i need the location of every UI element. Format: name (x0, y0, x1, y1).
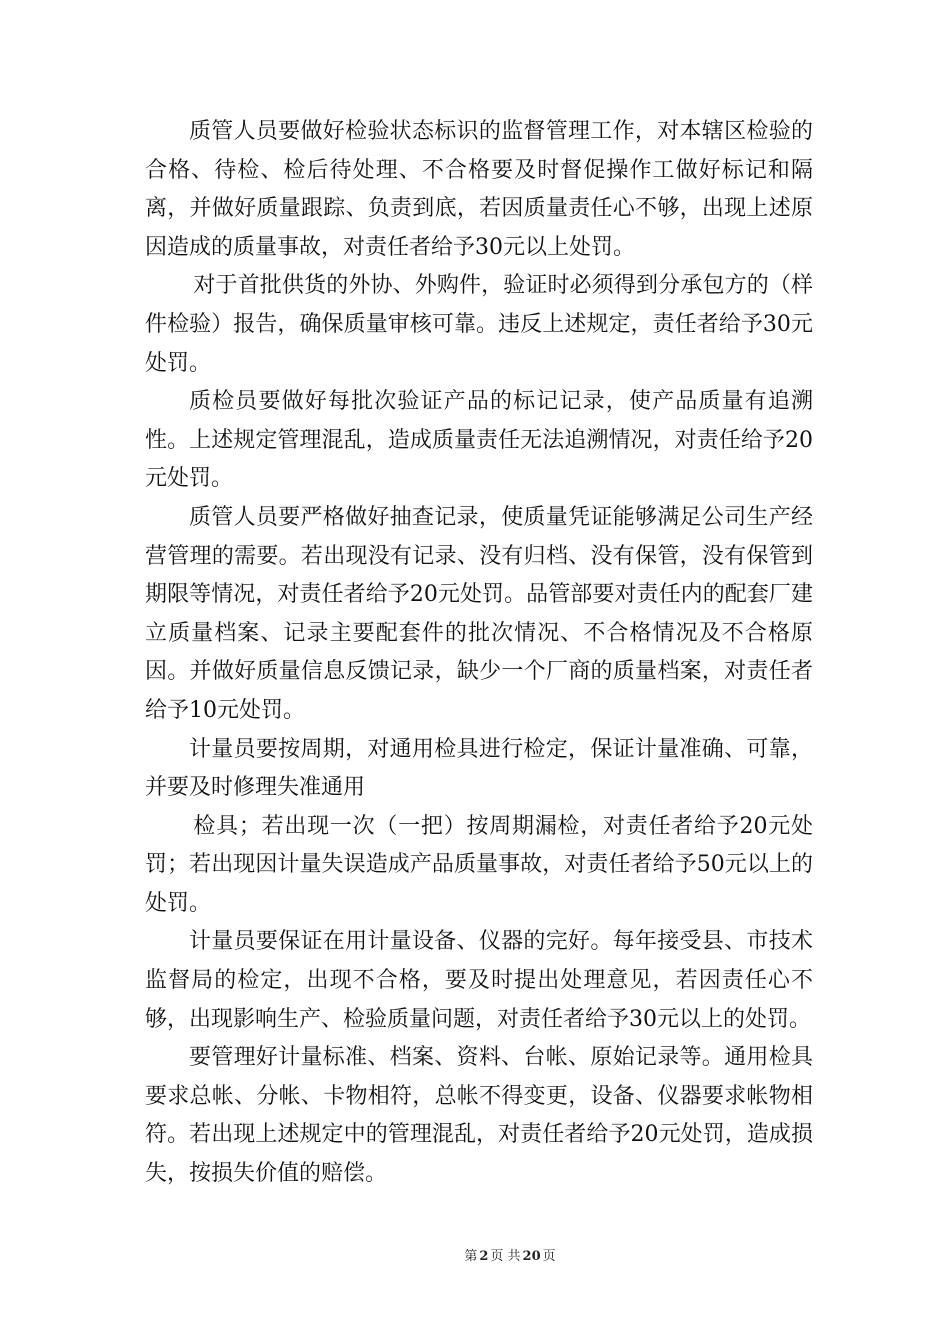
footer-middle: 页 共 (490, 1249, 521, 1264)
footer-current-page: 2 (479, 1249, 489, 1264)
paragraph-measuring-equipment: 计量员要保证在用计量设备、仪器的完好。每年接受县、市技术监督局的检定，出现不合格，要及时提出处理意见，若因责任心不够，出现影响生产、检验质量问题，对责任者给予30元以上的处罚。 (145, 929, 813, 1032)
footer-total-pages: 20 (522, 1249, 541, 1264)
paragraph-gauge-calibration: 计量员要按周期，对通用检具进行检定，保证计量准确、可靠，并要及时修理失准通用 (145, 736, 813, 801)
paragraph-inspection-status: 质管人员要做好检验状态标识的监督管理工作，对本辖区检验的合格、待检、检后待处理、不合格要及时督促操作工做好标记和隔离，并做好质量跟踪、负责到底，若因质量责任心不够，出现上述原因造成的质量事故，对责任者给予30元以上处罚。 (145, 119, 813, 260)
footer-prefix: 第 (464, 1249, 478, 1264)
paragraph-gauge-penalty: 检具；若出现一次（一把）按周期漏检，对责任者给予20元处罚；若出现因计量失误造成产品质量事故，对责任者给予50元以上的处罚。 (145, 813, 813, 916)
document-body (145, 113, 813, 1194)
page-number-footer (0, 1245, 950, 1264)
paragraph-spot-check-records: 质管人员要严格做好抽查记录，使质量凭证能够满足公司生产经营管理的需要。若出现没有记录、没有归档、没有保管，没有保管到期限等情况，对责任者给予20元处罚。品管部要对责任内的配套厂建立质量档案、记录主要配套件的批次情况、不合格情况及不合格原因。并做好质量信息反馈记录，缺少一个厂商的质量档案，对责任者给予10元处罚。 (145, 504, 813, 723)
paragraph-first-batch-supply: 对于首批供货的外协、外购件，验证时必须得到分承包方的（样件检验）报告，确保质量审核可靠。违反上述规定，责任者给予30元处罚。 (145, 273, 813, 376)
paragraph-measurement-records: 要管理好计量标准、档案、资料、台帐、原始记录等。通用检具要求总帐、分帐、卡物相符，总帐不得变更，设备、仪器要求帐物相符。若出现上述规定中的管理混乱，对责任者给予20元处罚，造成损失，按损失价值的赔偿。 (145, 1045, 813, 1187)
paragraph-batch-marking: 质检员要做好每批次验证产品的标记记录，使产品质量有追溯性。上述规定管理混乱，造成质量责任无法追溯情况，对责任给予20元处罚。 (145, 389, 813, 492)
footer-suffix: 页 (542, 1249, 556, 1264)
